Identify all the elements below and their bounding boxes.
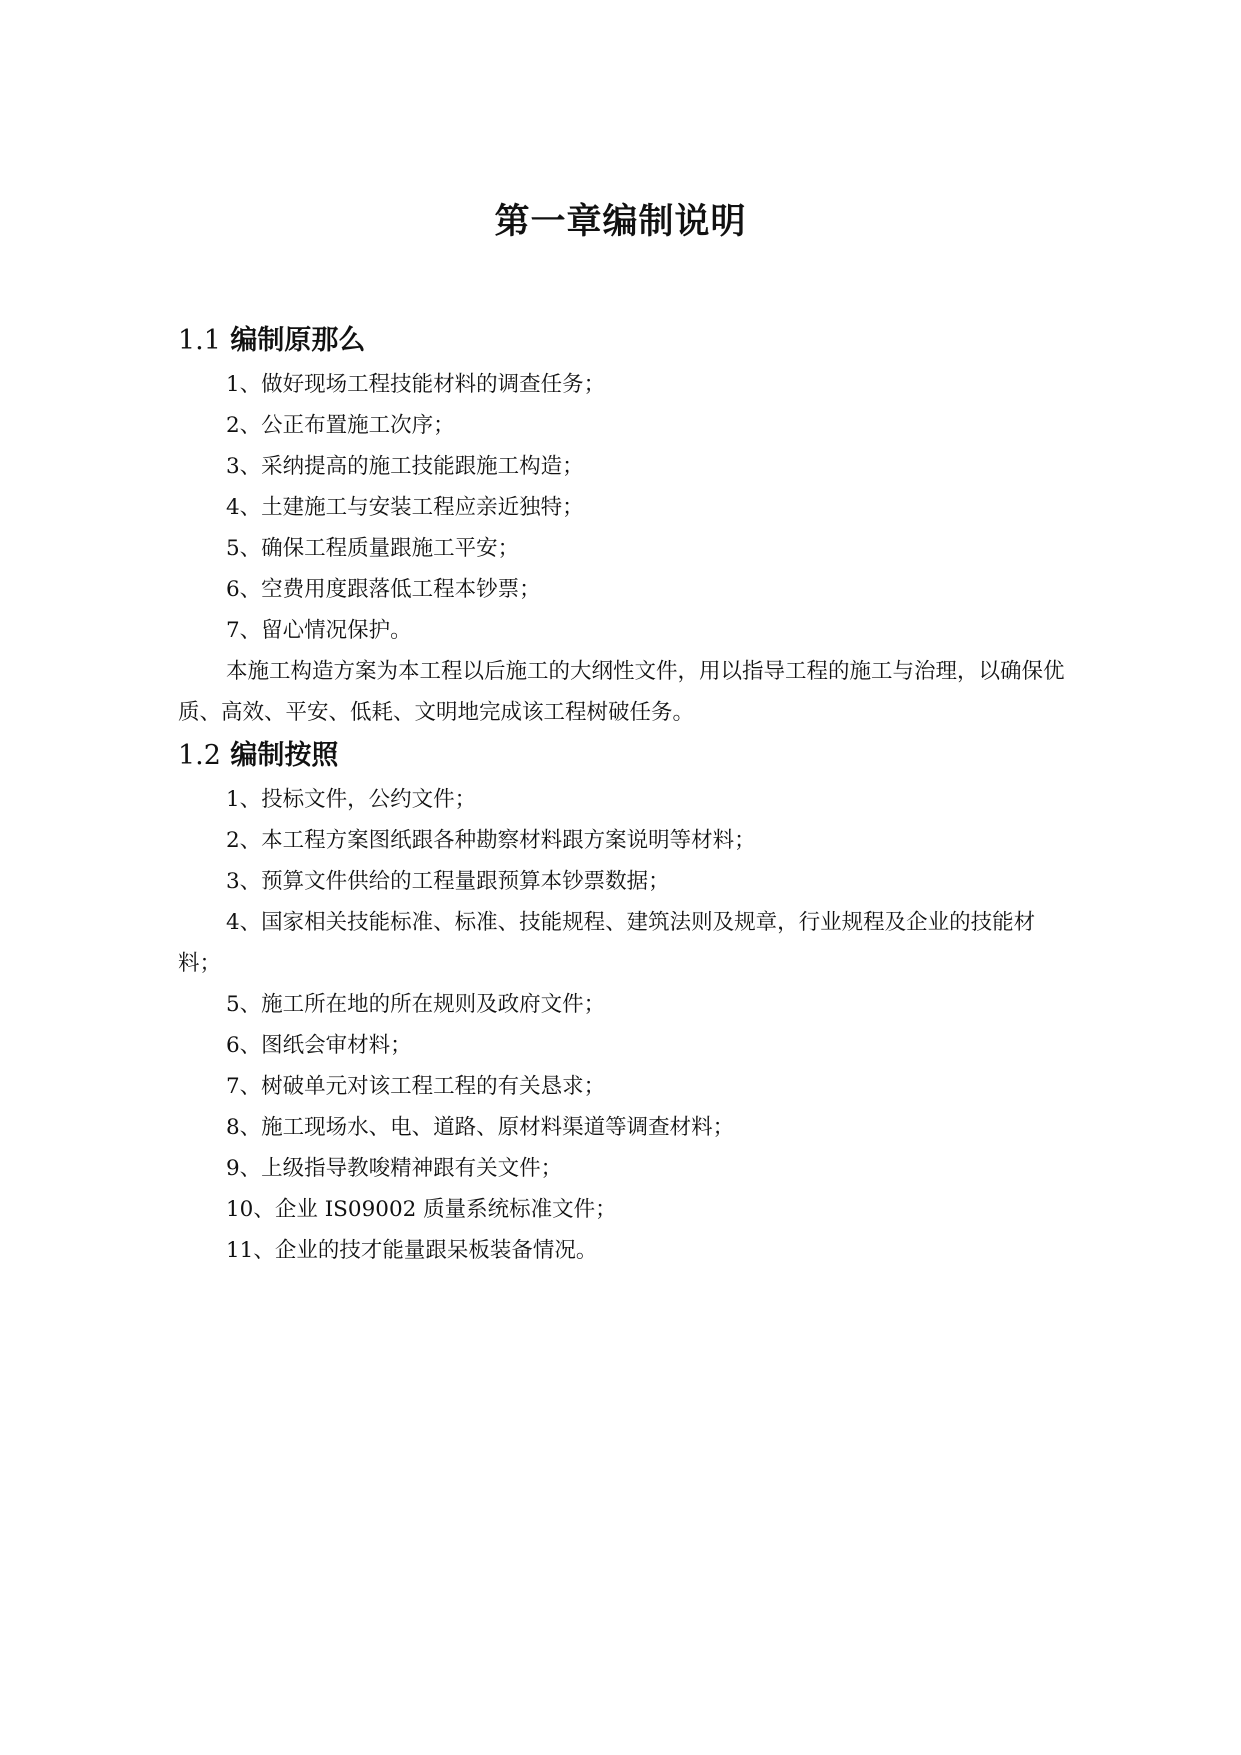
list-item: 2、公正布置施工次序； bbox=[226, 413, 455, 438]
list-item: 4、土建施工与安装工程应亲近独特； bbox=[226, 495, 584, 520]
list-item: 7、留心情况保护。 bbox=[226, 618, 412, 643]
section-number: 1.1 bbox=[178, 325, 221, 356]
list-item: 10、企业 IS09002 质量系统标准文件； bbox=[226, 1197, 617, 1222]
basis-list bbox=[178, 779, 1078, 1271]
list-item: 5、确保工程质量跟施工平安； bbox=[226, 536, 520, 561]
list-item: 6、空费用度跟落低工程本钞票； bbox=[226, 577, 541, 602]
list-item: 2、本工程方案图纸跟各种勘察材料跟方案说明等材料； bbox=[226, 828, 756, 853]
section-number: 1.2 bbox=[178, 740, 221, 771]
list-item: 4、国家相关技能标准、标准、技能规程、建筑法则及规章，行业规程及企业的技能材料； bbox=[178, 910, 1036, 976]
list-item: 7、树破单元对该工程工程的有关恳求； bbox=[226, 1074, 606, 1099]
chapter-title: 第一章编制说明 bbox=[494, 202, 747, 242]
document-body bbox=[178, 318, 1078, 1271]
list-item: 6、图纸会审材料； bbox=[226, 1033, 412, 1058]
list-item: 8、施工现场水、电、道路、原材料渠道等调查材料； bbox=[226, 1115, 735, 1140]
list-item: 3、采纳提高的施工技能跟施工构造； bbox=[226, 454, 584, 479]
section-title: 编制原那么 bbox=[230, 325, 366, 356]
list-item: 5、施工所在地的所在规则及政府文件； bbox=[226, 992, 606, 1017]
list-item: 3、预算文件供给的工程量跟预算本钞票数据； bbox=[226, 869, 670, 894]
principles-list bbox=[178, 364, 1078, 651]
section-heading-1-2 bbox=[178, 733, 1078, 779]
list-item: 1、做好现场工程技能材料的调查任务； bbox=[226, 372, 606, 397]
section-title: 编制按照 bbox=[230, 740, 339, 771]
list-item: 11、企业的技才能量跟呆板装备情况。 bbox=[226, 1238, 598, 1263]
list-item: 1、投标文件，公约文件； bbox=[226, 787, 477, 812]
list-item: 9、上级指导教唆精神跟有关文件； bbox=[226, 1156, 563, 1181]
summary-paragraph: 本施工构造方案为本工程以后施工的大纲性文件，用以指导工程的施工与治理，以确保优质、高效、平安、低耗、文明地完成该工程树破任务。 bbox=[178, 659, 1065, 725]
section-heading-1-1 bbox=[178, 318, 1078, 364]
